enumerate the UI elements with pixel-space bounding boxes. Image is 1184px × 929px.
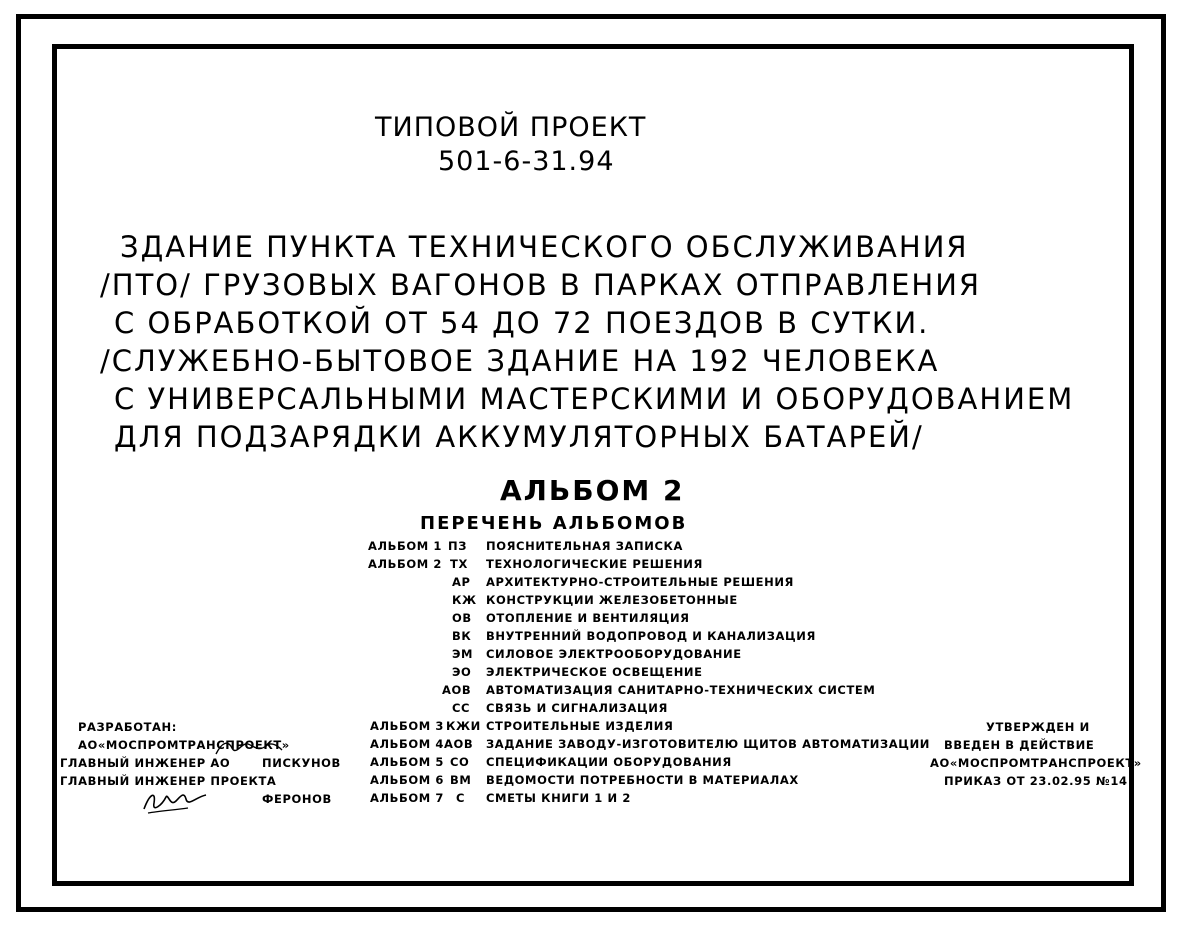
album-desc: ОТОПЛЕНИЕ И ВЕНТИЛЯЦИЯ bbox=[486, 611, 690, 625]
chief-engineer-name: ПИСКУНОВ bbox=[262, 756, 341, 770]
album-desc: СВЯЗЬ И СИГНАЛИЗАЦИЯ bbox=[486, 701, 668, 715]
album-code: КЖИ bbox=[446, 719, 481, 733]
title-line: ЗДАНИЕ ПУНКТА ТЕХНИЧЕСКОГО ОБСЛУЖИВАНИЯ bbox=[120, 230, 969, 264]
album-desc: СИЛОВОЕ ЭЛЕКТРООБОРУДОВАНИЕ bbox=[486, 647, 742, 661]
put-into-effect-label: ВВЕДЕН В ДЕЙСТВИЕ bbox=[944, 738, 1095, 752]
album-code: ТХ bbox=[450, 557, 468, 571]
title-line: ДЛЯ ПОДЗАРЯДКИ АККУМУЛЯТОРНЫХ БАТАРЕЙ/ bbox=[114, 420, 924, 454]
album-code: ЭМ bbox=[452, 647, 474, 661]
developed-by-label: РАЗРАБОТАН: bbox=[78, 720, 177, 734]
album-code: АОВ bbox=[442, 683, 472, 697]
album-desc: ТЕХНОЛОГИЧЕСКИЕ РЕШЕНИЯ bbox=[486, 557, 703, 571]
album-list-title: ПЕРЕЧЕНЬ АЛЬБОМОВ bbox=[420, 513, 688, 534]
approver-org: АО«МОСПРОМТРАНСПРОЕКТ» bbox=[930, 756, 1142, 770]
album-number: АЛЬБОМ 6 bbox=[370, 773, 445, 787]
album-desc: ПОЯСНИТЕЛЬНАЯ ЗАПИСКА bbox=[486, 539, 684, 553]
album-code: СО bbox=[450, 755, 470, 769]
title-line: С ОБРАБОТКОЙ ОТ 54 ДО 72 ПОЕЗДОВ В СУТКИ. bbox=[114, 306, 930, 340]
album-code: С bbox=[456, 791, 466, 805]
album-desc: КОНСТРУКЦИИ ЖЕЛЕЗОБЕТОННЫЕ bbox=[486, 593, 738, 607]
album-desc: СТРОИТЕЛЬНЫЕ ИЗДЕЛИЯ bbox=[486, 719, 674, 733]
album-number: АЛЬБОМ 5 bbox=[370, 755, 445, 769]
album-desc: ЗАДАНИЕ ЗАВОДУ-ИЗГОТОВИТЕЛЮ ЩИТОВ АВТОМАТИЗАЦИИ bbox=[486, 737, 931, 751]
album-desc: СМЕТЫ КНИГИ 1 И 2 bbox=[486, 791, 631, 805]
title-line: С УНИВЕРСАЛЬНЫМИ МАСТЕРСКИМИ И ОБОРУДОВАНИЕМ bbox=[114, 382, 1075, 416]
approved-label: УТВЕРЖДЕН И bbox=[986, 720, 1090, 734]
title-line: /ПТО/ ГРУЗОВЫХ ВАГОНОВ В ПАРКАХ ОТПРАВЛЕНИЯ bbox=[100, 268, 982, 302]
album-desc: АВТОМАТИЗАЦИЯ САНИТАРНО-ТЕХНИЧЕСКИХ СИСТЕМ bbox=[486, 683, 876, 697]
album-code: СС bbox=[452, 701, 471, 715]
chief-engineer-label: ГЛАВНЫЙ ИНЖЕНЕР АО bbox=[60, 756, 231, 770]
album-code: КЖ bbox=[452, 593, 477, 607]
album-desc: ЭЛЕКТРИЧЕСКОЕ ОСВЕЩЕНИЕ bbox=[486, 665, 703, 679]
album-number: АЛЬБОМ 2 bbox=[368, 557, 443, 571]
project-number: 501-6-31.94 bbox=[438, 146, 615, 177]
order-reference: ПРИКАЗ ОТ 23.02.95 №14 bbox=[944, 774, 1128, 788]
album-number: АЛЬБОМ 3 bbox=[370, 719, 445, 733]
album-code: АОВ bbox=[444, 737, 474, 751]
handwritten-signature bbox=[140, 783, 210, 819]
developer-org: АО«МОСПРОМТРАНСПРОЕКТ» bbox=[78, 738, 290, 752]
project-type: ТИПОВОЙ ПРОЕКТ bbox=[375, 112, 647, 143]
album-title: АЛЬБОМ 2 bbox=[500, 474, 685, 507]
album-code: АР bbox=[452, 575, 471, 589]
title-line: /СЛУЖЕБНО-БЫТОВОЕ ЗДАНИЕ НА 192 ЧЕЛОВЕКА bbox=[100, 344, 940, 378]
album-desc: АРХИТЕКТУРНО-СТРОИТЕЛЬНЫЕ РЕШЕНИЯ bbox=[486, 575, 795, 589]
album-number: АЛЬБОМ 1 bbox=[368, 539, 443, 553]
album-code: ВМ bbox=[450, 773, 472, 787]
project-chief-name: ФЕРОНОВ bbox=[262, 792, 332, 806]
album-number: АЛЬБОМ 7 bbox=[370, 791, 445, 805]
album-code: ОВ bbox=[452, 611, 472, 625]
album-desc: ВЕДОМОСТИ ПОТРЕБНОСТИ В МАТЕРИАЛАХ bbox=[486, 773, 799, 787]
album-code: ПЗ bbox=[448, 539, 467, 553]
album-code: ЭО bbox=[452, 665, 472, 679]
album-number: АЛЬБОМ 4 bbox=[370, 737, 445, 751]
album-code: ВК bbox=[452, 629, 472, 643]
project-chief-label: ГЛАВНЫЙ ИНЖЕНЕР ПРОЕКТА bbox=[60, 774, 277, 788]
album-desc: СПЕЦИФИКАЦИИ ОБОРУДОВАНИЯ bbox=[486, 755, 732, 769]
handwritten-signature bbox=[214, 736, 284, 760]
album-desc: ВНУТРЕННИЙ ВОДОПРОВОД И КАНАЛИЗАЦИЯ bbox=[486, 629, 816, 643]
